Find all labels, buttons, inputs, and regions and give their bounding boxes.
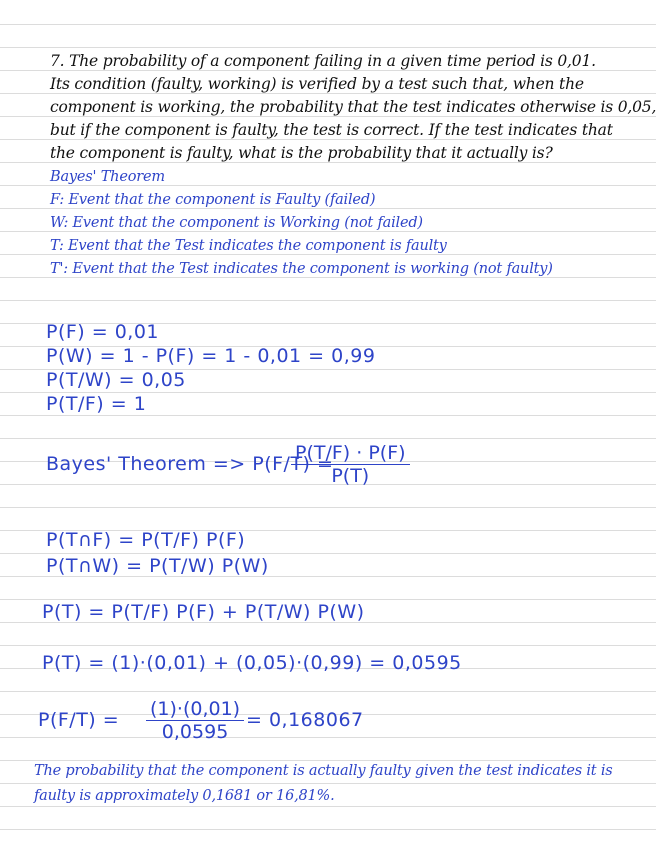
bayes-fraction xyxy=(291,442,410,487)
intersection-t-w: P(T∩W) = P(T/W) P(W) xyxy=(46,555,269,577)
conclusion-line-2: faulty is approximately 0,1681 or 16,81%. xyxy=(34,788,335,804)
problem-line-5: the component is faulty, what is the probability that it actually is? xyxy=(50,144,553,162)
conclusion-line-1: The probability that the component is actually faulty given the test indicates it is xyxy=(34,763,613,779)
result-denominator: 0,0595 xyxy=(161,721,229,743)
definition-t-prime: T': Event that the Test indicates the component is working (not faulty) xyxy=(50,261,553,277)
given-p-f: P(F) = 0,01 xyxy=(46,321,160,343)
result-prefix: P(F/T) = xyxy=(38,709,120,731)
definition-w: W: Event that the component is Working (not failed) xyxy=(50,215,423,231)
bayes-heading: Bayes' Theorem xyxy=(50,169,165,185)
given-p-w: P(W) = 1 - P(F) = 1 - 0,01 = 0,99 xyxy=(46,345,376,367)
total-probability-calculation: P(T) = (1)·(0,01) + (0,05)·(0,99) = 0,0595 xyxy=(42,652,462,674)
result-value: = 0,168067 xyxy=(246,709,364,731)
problem-line-4: but if the component is faulty, the test is correct. If the test indicates that xyxy=(50,121,613,139)
given-p-t-given-w: P(T/W) = 0,05 xyxy=(46,369,186,391)
problem-line-2: Its condition (faulty, working) is verified by a test such that, when the xyxy=(50,75,584,93)
problem-line-1: 7. The probability of a component failing in a given time period is 0,01. xyxy=(50,52,596,70)
bayes-numerator: P(T/F) · P(F) xyxy=(291,442,410,465)
total-probability-formula: P(T) = P(T/F) P(F) + P(T/W) P(W) xyxy=(42,601,365,623)
definition-t: T: Event that the Test indicates the component is faulty xyxy=(50,238,447,254)
problem-line-3: component is working, the probability that the test indicates otherwise is 0,05, xyxy=(50,98,656,116)
result-numerator: (1)·(0,01) xyxy=(146,698,244,721)
result-fraction xyxy=(146,698,244,743)
bayes-denominator: P(T) xyxy=(331,465,370,487)
definition-f: F: Event that the component is Faulty (failed) xyxy=(50,192,376,208)
bayes-formula-prefix: Bayes' Theorem => P(F/T) = xyxy=(46,453,334,475)
given-p-t-given-f: P(T/F) = 1 xyxy=(46,393,147,415)
intersection-t-f: P(T∩F) = P(T/F) P(F) xyxy=(46,529,246,551)
